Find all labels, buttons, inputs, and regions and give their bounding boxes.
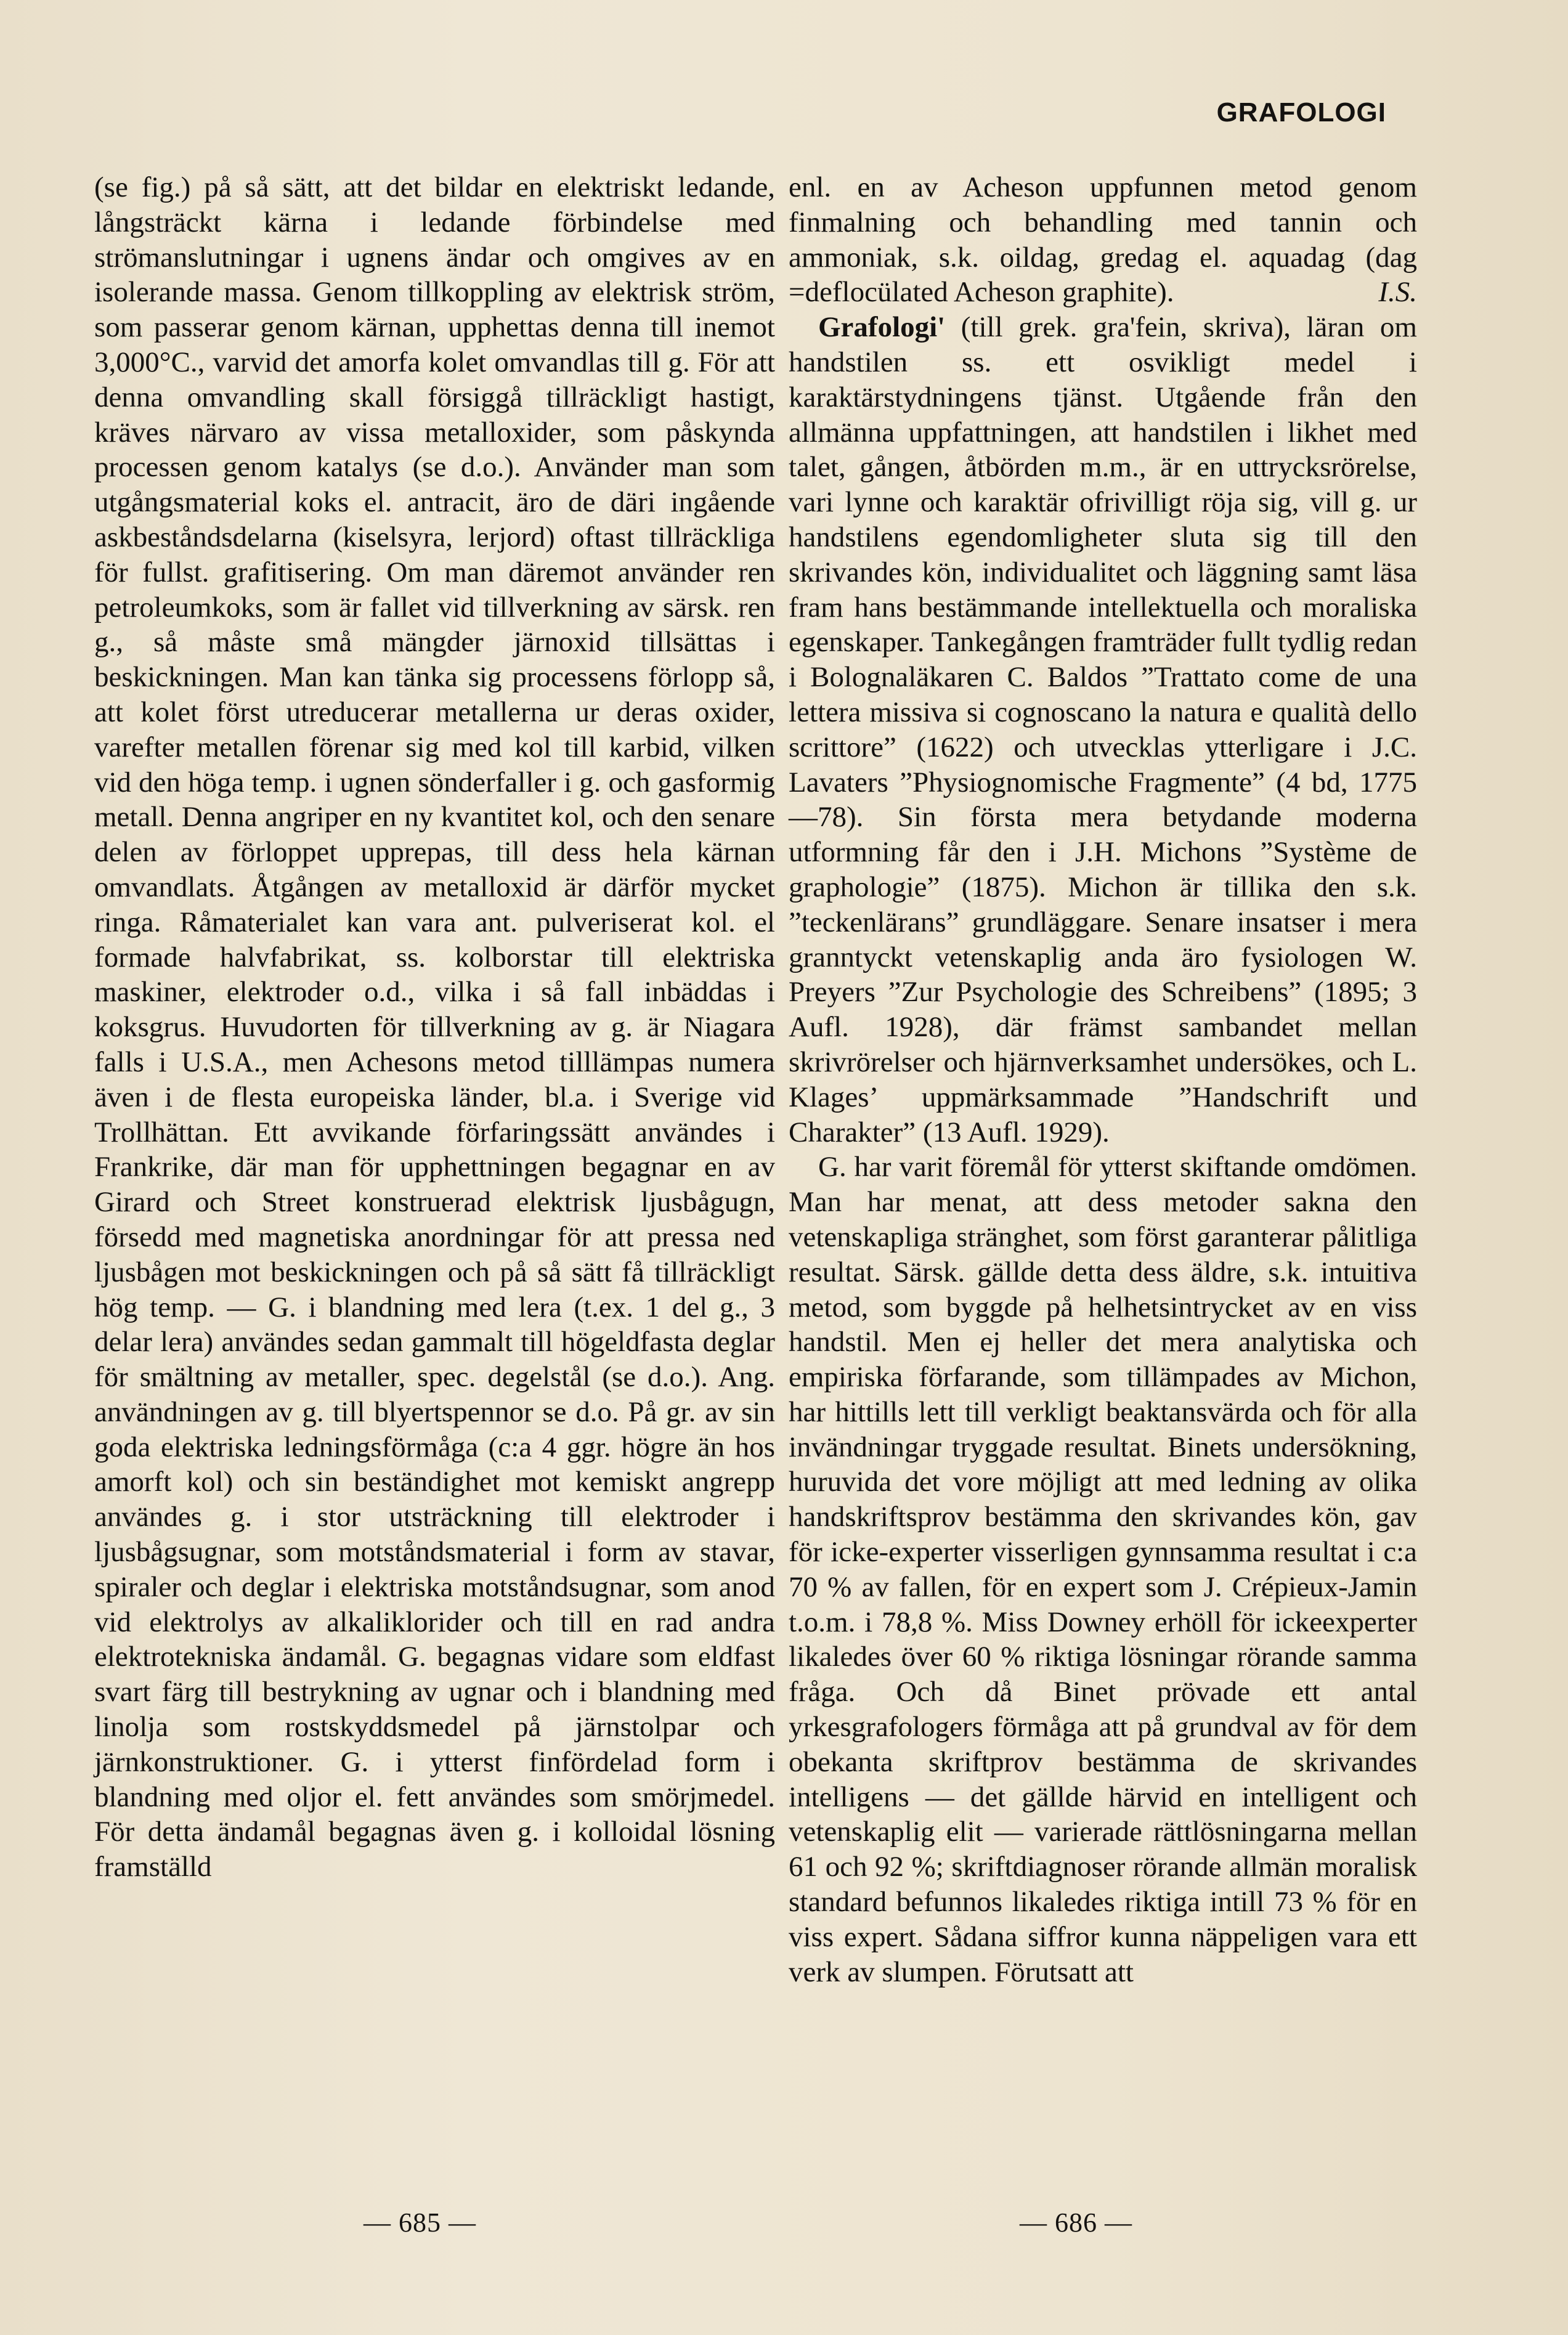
author-signature: I.S. [1378, 276, 1417, 309]
right-paragraph-three: G. har varit föremål för ytterst skiftande omdömen. Man har menat, att dess metoder sakna den vetenskapliga stränghet, som först garanterar pålitliga resultat. Särsk. gällde detta dess äldre, s.k. intuitiva metod, som byggde på helhetsintrycket av en viss handstil. Men ej heller det mera analytiska och empiriska förfarande, som tillämpades av Michon, har hittills lett till verkligt beaktansvärda och för alla invändningar tryggade resultat. Binets undersökning, huruvida det vore möjligt att med ledning av olika handskriftsprov bestämma den skrivandes kön, gav för icke-experter visserligen gynnsamma resultat i c:a 70 % av fallen, för en expert som J. Crépieux-Jamin t.o.m. i 78,8 %. Miss Downey erhöll för ickeexperter likaledes över 60 % riktiga lösningar rörande samma fråga. Och då Binet prövade ett antal yrkesgrafologers förmåga att på grundval av för dem obekanta skriftprov bestämma de skrivandes intelligens — det gällde härvid en intelligent och vetenskaplig elit — varierade rättlösningarna mellan 61 och 92 %; skriftdiagnoser rörande allmän moralisk standard befunnos likaledes riktiga intill 73 % för en viss expert. Sådana siffror kunna näppeligen vara ett verk av slumpen. Förutsatt att [789, 1151, 1417, 1988]
entry-text: (till grek. gra'fein, skriva), läran om handstilen ss. ett osvikligt medel i karaktärstydningens tjänst. Utgående från den allmänna uppfattningen, att handstilen i likhet med talet, gången, åtbörden m.m., är en uttrycksrörelse, vari lynne och karaktär ofrivilligt röja sig, vill g. ur handstilens egendomligheter sluta sig till den skrivandes kön, individualitet och läggning samt läsa fram hans bestämmande intellektuella och moraliska egenskaper. Tankegången framträder fullt tydlig redan i Bolognaläkaren C. Baldos ”Trattato come de una lettera missiva si cognoscano la natura e qualità dello scrittore” (1622) och utvecklas ytterligare i J.C. Lavaters ”Physiognomische Fragmente” (4 bd, 1775 —78). Sin första mera betydande moderna utformning får den i J.H. Michons ”Système de graphologie” (1875). Michon är tillika den s.k. ”teckenlärans” grundläggare. Senare insatser i mera granntyckt vetenskaplig anda äro fysiologen W. Preyers ”Zur Psychologie des Schreibens” (1895; 3 Aufl. 1928), där främst sambandet mellan skrivrörelser och hjärnverksamhet undersökes, och L. Klages’ uppmärksammade ”Handschrift und Charakter” (13 Aufl. 1929). [789, 311, 1417, 1148]
continuation-text: enl. en av Acheson uppfunnen metod genom finmalning och behandling med tannin och ammoniak, s.k. oildag, gredag el. aquadag (dag =deflocülated Acheson graphite). [789, 171, 1417, 309]
left-column [94, 170, 775, 1885]
page-number-left: — 685 — [364, 2207, 476, 2238]
entry-term: Grafologi' [818, 311, 946, 344]
right-column [789, 170, 1417, 1989]
running-head: GRAFOLOGI [1216, 97, 1386, 128]
page-number-right: — 686 — [1020, 2207, 1132, 2238]
left-paragraph: (se fig.) på så sätt, att det bildar en elektriskt ledande, långsträckt kärna i ledande förbindelse med strömanslutningar i ugnens ändar och omgives av en isolerande massa. Genom tillkoppling av elektrisk ström, som passerar genom kärnan, upphettas denna till inemot 3,000°C., varvid det amorfa kolet omvandlas till g. För att denna omvandling skall försiggå tillräckligt hastigt, kräves närvaro av vissa metalloxider, som påskynda processen genom katalys (se d.o.). Använder man som utgångsmaterial koks el. antracit, äro de däri ingående askbeståndsdelarna (kiselsyra, lerjord) oftast tillräckliga för fullst. grafitisering. Om man däremot använder ren petroleumkoks, som är fallet vid tillverkning av särsk. ren g., så måste små mängder järnoxid tillsättas i beskickningen. Man kan tänka sig processens förlopp så, att kolet först utreducerar metallerna ur deras oxider, varefter metallen förenar sig med kol till karbid, vilken vid den höga temp. i ugnen sönderfaller i g. och gasformig metall. Denna angriper en ny kvantitet kol, och den senare delen av förloppet upprepas, till dess hela kärnan omvandlats. Åtgången av metalloxid är därför mycket ringa. Råmaterialet kan vara ant. pulveriserat kol. el formade halvfabrikat, ss. kolborstar till elektriska maskiner, elektroder o.d., vilka i så fall inbäddas i koksgrus. Huvudorten för tillverkning av g. är Niagara falls i U.S.A., men Achesons metod tilllämpas numera även i de flesta europeiska länder, bl.a. i Sverige vid Trollhättan. Ett avvikande förfaringssätt användes i Frankrike, där man för upphettningen begagnar en av Girard och Street konstruerad elektrisk ljusbågugn, försedd med magnetiska anordningar för att pressa ned ljusbågen mot beskickningen och på så sätt få tillräckligt hög temp. — G. i blandning med lera (t.ex. 1 del g., 3 delar lera) användes sedan gammalt till högeldfasta deglar för smältning av metaller, spec. degelstål (se d.o.). Ang. användningen av g. till blyertspennor se d.o. På gr. av sin goda elektriska ledningsförmåga (c:a 4 ggr. högre än hos amorft kol) och sin beständighet mot kemiskt angrepp användes g. i stor utsträckning till elektroder i ljusbågsugnar, som motståndsmaterial i form av stavar, spiraler och deglar i elektriska motståndsugnar, som anod vid elektrolys av alkaliklorider och till en rad andra elektrotekniska ändamål. G. begagnas vidare som eldfast svart färg till bestrykning av ugnar och i blandning med linolja som rostskyddsmedel på järnstolpar och järnkonstruktioner. G. i ytterst finfördelad form i blandning med oljor el. fett användes som smörjmedel. För detta ändamål begagnas även g. i kolloidal lösning framställd [94, 171, 775, 1883]
right-paragraph-continuation [789, 170, 1417, 310]
grafologi-entry [789, 310, 1417, 1150]
